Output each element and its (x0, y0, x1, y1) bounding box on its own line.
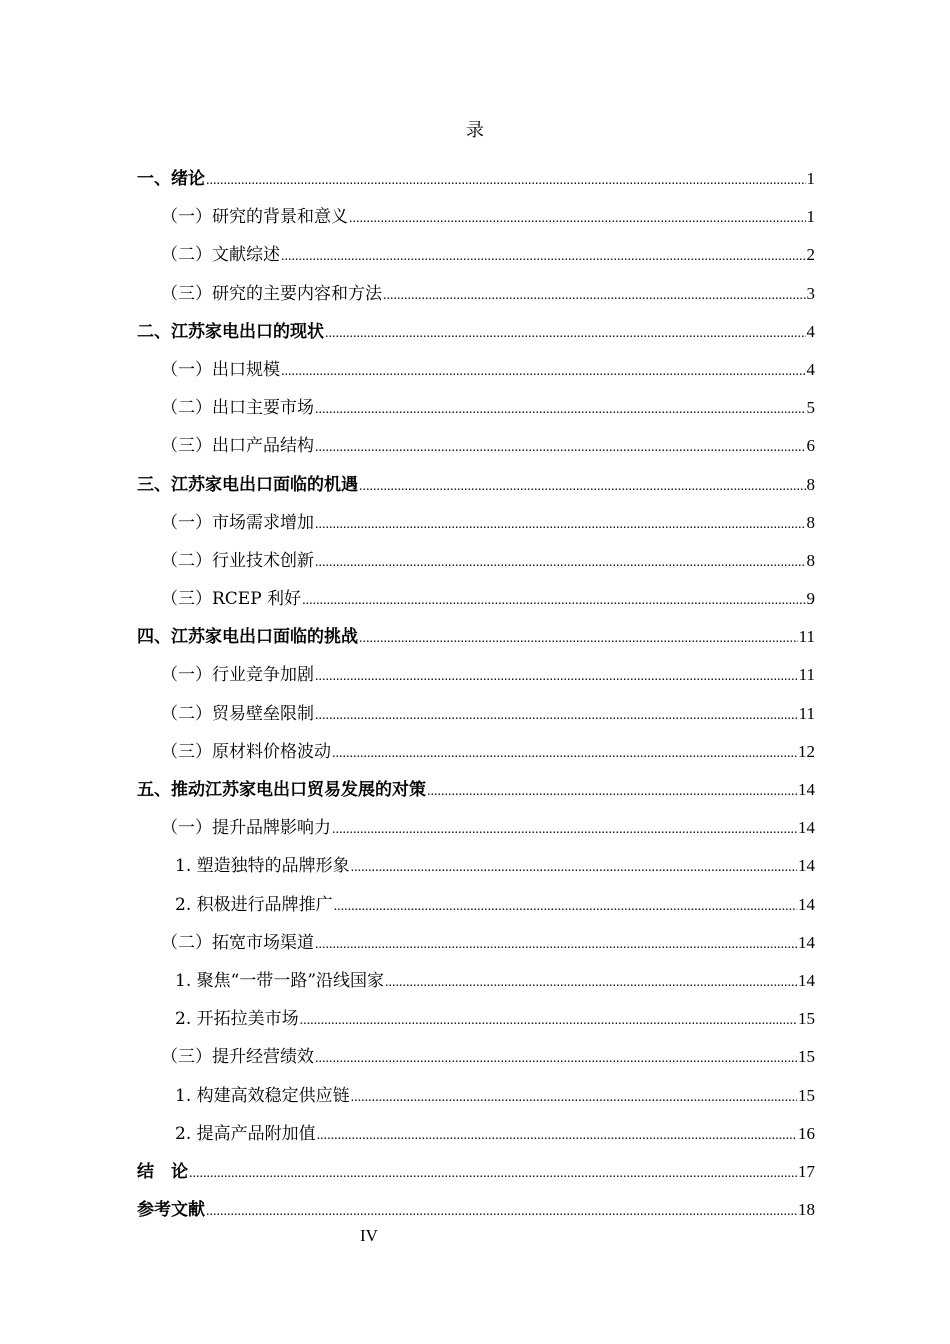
toc-entry-label: 1. 构建高效稳定供应链 (175, 1085, 350, 1106)
toc-entry-label: （二）出口主要市场 (161, 398, 314, 419)
toc-entry-label: 1. 聚焦“一带一路”沿线国家 (175, 970, 385, 991)
dot-leader (317, 1121, 797, 1149)
toc-entry[interactable] (137, 624, 815, 662)
toc-entry-label: 2. 开拓拉美市场 (175, 1009, 299, 1030)
toc-entry-label: 参考文献 (137, 1200, 205, 1221)
toc-entry-label: （一）研究的背景和意义 (161, 207, 348, 228)
dot-leader (315, 510, 806, 538)
toc-entry-page: 1 (806, 207, 815, 227)
dot-leader (189, 1159, 797, 1187)
toc-entry[interactable] (137, 739, 815, 777)
dot-leader (281, 357, 806, 385)
toc-entry-label: （二）行业技术创新 (161, 550, 314, 571)
toc-entry-label: （三）出口产品结构 (161, 436, 314, 457)
toc-entry-label: 结 论 (137, 1161, 188, 1182)
toc-entry[interactable] (137, 853, 815, 891)
toc-entry[interactable] (137, 281, 815, 319)
toc-entry-page: 14 (798, 856, 815, 876)
dot-leader (315, 548, 806, 576)
toc-entry-page: 8 (806, 512, 815, 532)
dot-leader (315, 433, 806, 461)
toc-entry-label: （二）贸易壁垒限制 (161, 703, 314, 724)
dot-leader (315, 1044, 797, 1072)
toc-entry-label: （二）拓宽市场渠道 (161, 932, 314, 953)
toc-entry-page: 17 (798, 1161, 815, 1181)
toc-entry-label: （一）市场需求增加 (161, 512, 314, 533)
toc-entry-page: 14 (798, 932, 815, 952)
toc-entry-page: 15 (798, 1009, 815, 1029)
toc-entry-page: 11 (798, 703, 815, 723)
toc-entry[interactable] (137, 1159, 815, 1197)
toc-entry-label: （三）原材料价格波动 (161, 741, 331, 762)
toc-entry-label: 五、推动江苏家电出口贸易发展的对策 (137, 780, 426, 800)
dot-leader (315, 662, 798, 690)
toc-entry[interactable] (137, 968, 815, 1006)
toc-entry[interactable] (137, 1083, 815, 1121)
toc-entry[interactable] (137, 701, 815, 739)
toc-entry-page: 14 (798, 970, 815, 990)
dot-leader (359, 624, 798, 652)
dot-leader (315, 395, 806, 423)
toc-entry[interactable] (137, 166, 815, 204)
toc-entry-label: （一）出口规模 (161, 359, 280, 380)
dot-leader (359, 472, 806, 500)
toc-entry-page: 14 (798, 780, 815, 799)
toc-entry-label: （二）文献综述 (161, 245, 280, 266)
dot-leader (351, 853, 797, 881)
toc-entry-label: 1. 塑造独特的品牌形象 (175, 856, 350, 877)
toc-entry[interactable] (137, 777, 815, 815)
toc-entry[interactable] (137, 204, 815, 242)
dot-leader (334, 892, 797, 920)
toc-entry-page: 4 (806, 321, 815, 341)
toc-entry[interactable] (137, 433, 815, 471)
dot-leader (349, 204, 806, 232)
toc-entry-label: （一）行业竞争加剧 (161, 665, 314, 686)
toc-entry[interactable] (137, 586, 815, 624)
toc-entry-page: 15 (798, 1047, 815, 1067)
dot-leader (385, 968, 797, 996)
toc-entry-label: （三）研究的主要内容和方法 (161, 283, 382, 304)
toc-entry-label: （三）提升经营绩效 (161, 1047, 314, 1068)
toc-entry[interactable] (137, 472, 815, 510)
dot-leader (383, 281, 806, 309)
toc-entry-page: 16 (798, 1123, 815, 1143)
toc-entry[interactable] (137, 395, 815, 433)
dot-leader (281, 242, 806, 270)
toc-entry[interactable] (137, 242, 815, 280)
dot-leader (206, 166, 806, 194)
toc-entry-page: 3 (806, 283, 815, 303)
toc-entry-page: 9 (806, 589, 815, 609)
toc-entry-label: 三、江苏家电出口面临的机遇 (137, 474, 358, 495)
toc-entry-page: 11 (798, 665, 815, 685)
toc-entry[interactable] (137, 357, 815, 395)
toc-entry-page: 15 (798, 1085, 815, 1105)
toc-entry-page: 6 (806, 436, 815, 456)
toc-entry-page: 5 (806, 398, 815, 418)
dot-leader (332, 815, 797, 843)
dot-leader (302, 586, 805, 614)
toc-entry[interactable] (137, 1121, 815, 1159)
toc-entry-page: 8 (806, 474, 815, 494)
toc-entry[interactable] (137, 892, 815, 930)
dot-leader (325, 319, 806, 347)
toc-entry[interactable] (137, 510, 815, 548)
toc-entry-label: （一）提升品牌影响力 (161, 818, 331, 839)
dot-leader (206, 1197, 797, 1225)
toc-entry-page: 18 (798, 1200, 815, 1220)
page-number: IV (360, 1226, 378, 1245)
dot-leader (315, 701, 798, 729)
toc-entry[interactable] (137, 815, 815, 853)
toc-entry-label: 2. 提高产品附加值 (175, 1123, 316, 1144)
dot-leader (351, 1083, 797, 1111)
toc-entry-label: 2. 积极进行品牌推广 (175, 894, 333, 915)
toc-entry-label: 二、江苏家电出口的现状 (137, 321, 324, 342)
toc-entry-page: 12 (798, 741, 815, 761)
toc-entry[interactable] (137, 1006, 815, 1044)
toc-entry-label: 四、江苏家电出口面临的挑战 (137, 627, 358, 648)
dot-leader (315, 930, 797, 958)
toc-entry[interactable] (137, 1044, 815, 1082)
toc-entry-page: 14 (798, 894, 815, 914)
toc-entry-page: 1 (806, 169, 815, 188)
toc-title: 录 (466, 120, 484, 141)
toc-entry-label: 一、绪论 (137, 169, 205, 189)
table-of-contents (137, 166, 815, 1235)
toc-entry[interactable] (137, 662, 815, 700)
toc-entry[interactable] (137, 930, 815, 968)
dot-leader (300, 1006, 797, 1034)
toc-entry-page: 8 (806, 550, 815, 570)
toc-entry[interactable] (137, 319, 815, 357)
toc-entry-label: （三）RCEP 利好 (161, 589, 302, 610)
toc-entry[interactable] (137, 1197, 815, 1235)
toc-entry-page: 4 (806, 359, 815, 379)
toc-entry-page: 11 (798, 627, 815, 647)
toc-entry-page: 2 (806, 245, 815, 265)
toc-entry-page: 14 (798, 818, 815, 838)
dot-leader (332, 739, 797, 767)
toc-entry[interactable] (137, 548, 815, 586)
dot-leader (427, 777, 797, 805)
